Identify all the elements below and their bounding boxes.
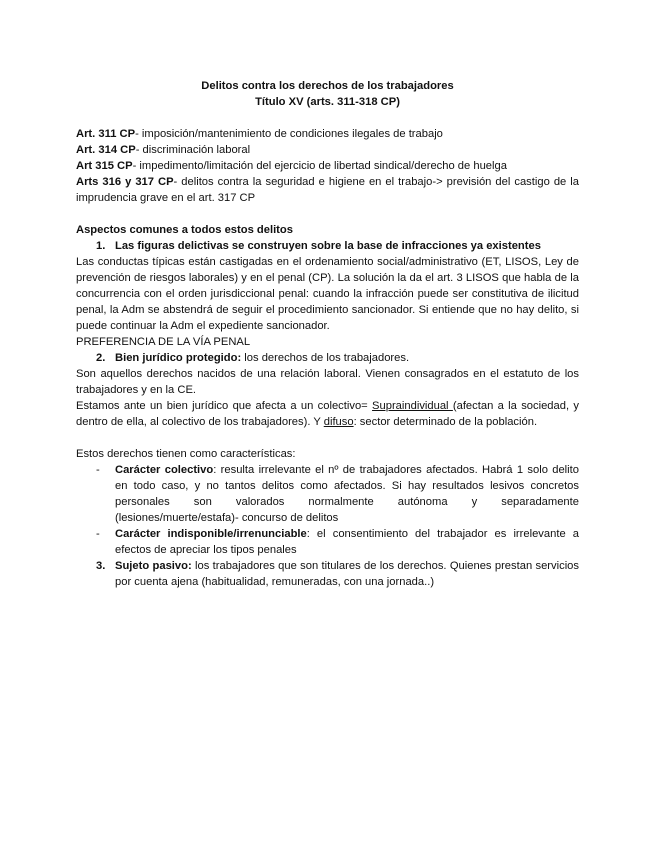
item-title-rest: los derechos de los trabajadores. — [241, 352, 410, 364]
article-ref: Art 315 CP — [76, 160, 133, 172]
item-text: los trabajadores que son titulares de los derechos. Quienes prestan servicios por cuenta ajena (habitualidad, remuneradas, con una jornada..) — [115, 560, 580, 588]
document-title: Delitos contra los derechos de los trabajadores — [201, 80, 454, 92]
item-number: 1. — [96, 240, 106, 252]
item-title: Bien jurídico protegido: — [115, 352, 242, 364]
characteristic-title: Carácter indisponible/irrenunciable — [115, 528, 307, 540]
article-text: - delitos contra la seguridad e higiene en el trabajo-> previsión del castigo de la imprudencia grave en el art. 317 CP — [76, 176, 579, 204]
item-number: 2. — [96, 352, 106, 364]
article-text: - discriminación laboral — [135, 144, 251, 156]
characteristic-item — [76, 462, 579, 526]
article-text: - imposición/mantenimiento de condiciones ilegales de trabajo — [135, 128, 443, 140]
article-ref: Art. 311 CP — [76, 128, 136, 140]
bullet: - — [96, 464, 100, 476]
characteristic-text: : resulta irrelevante el nº de trabajadores afectados. Habrá 1 solo delito en todo caso, y no tantos delitos como afectados. Si hay resultados lesivos concretos personales son valorados normalmente autónoma y separadamente (lesiones/muerte/estafa)- concurso de delitos — [115, 464, 579, 524]
article-line — [76, 158, 579, 174]
section-heading: Aspectos comunes a todos estos delitos — [76, 224, 293, 236]
numbered-item-1 — [76, 238, 579, 254]
article-line — [76, 126, 579, 142]
characteristic-text: : el consentimiento del trabajador es irrelevante a efectos de apreciar los tipos penales — [115, 528, 579, 556]
document-subtitle: Título XV (arts. 311-318 CP) — [255, 96, 400, 108]
article-line — [76, 142, 579, 158]
characteristics-intro: Estos derechos tienen como características: — [76, 448, 296, 460]
bullet: - — [96, 528, 100, 540]
characteristic-item — [76, 526, 579, 558]
item-body-2: Estamos ante un bien jurídico que afecta a un colectivo= Supraindividual (afectan a la sociedad, y dentro de ella, al colectivo de los trabajadores). Y difuso: sector determinado de la población. — [76, 400, 580, 428]
numbered-item-2 — [76, 350, 579, 366]
item-title: Las figuras delictivas se construyen sobre la base de infracciones ya existentes — [115, 240, 541, 252]
item-body: Son aquellos derechos nacidos de una relación laboral. Vienen consagrados en el estatuto de los trabajadores y en la CE. — [76, 368, 579, 396]
article-ref: Arts 316 y 317 CP — [76, 176, 174, 188]
article-ref: Art. 314 CP — [76, 144, 136, 156]
article-line — [76, 174, 579, 206]
underlined-term: Supraindividual — [372, 400, 453, 412]
underlined-term: difuso — [323, 416, 354, 428]
item-body: Las conductas típicas están castigadas en el ordenamiento social/administrativo (ET, LISOS, Ley de prevención de riesgos laborales) y en el penal (CP). La solución la da el art. 3 LISOS que habla de la concurrencia con el orden jurisdiccional penal: cuando la infracción puede ser constitutiva de ilicitud penal, la Adm se abstendrá de seguir el procedimiento sancionador. Si entiende que no hay delito, si puede continuar la Adm el expediente sancionador. — [76, 256, 579, 332]
item-number: 3. — [96, 560, 106, 572]
item-tail: PREFERENCIA DE LA VÍA PENAL — [76, 336, 251, 348]
article-text: - impedimento/limitación del ejercicio de libertad sindical/derecho de huelga — [132, 160, 507, 172]
characteristic-title: Carácter colectivo — [115, 464, 214, 476]
numbered-item-3 — [76, 558, 579, 590]
item-title: Sujeto pasivo: — [115, 560, 192, 572]
